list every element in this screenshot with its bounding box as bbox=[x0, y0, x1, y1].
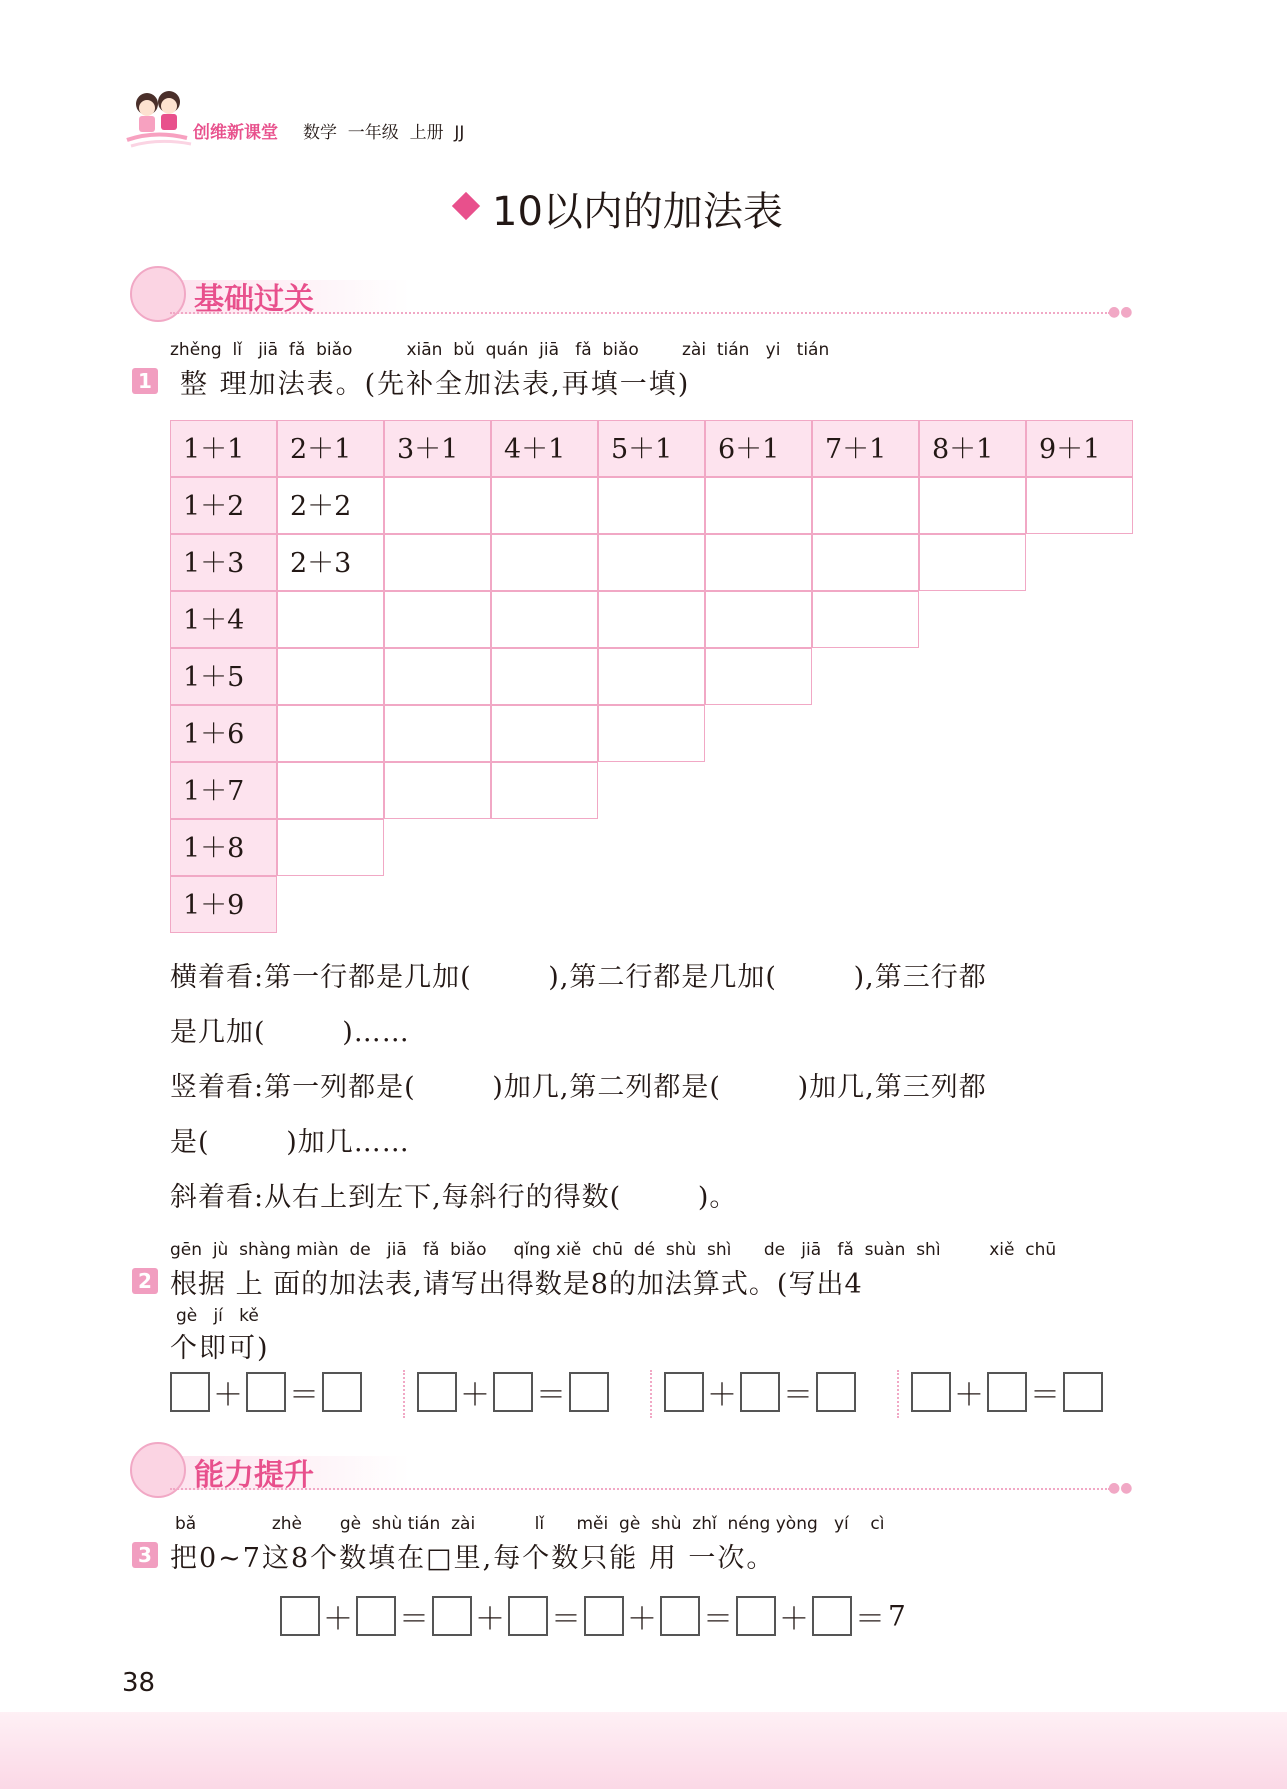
q3-pinyin: bǎ zhè gè shù tián zài lǐ měi gè shù zhǐ néng yòng yí cì bbox=[175, 1514, 885, 1534]
answer-box[interactable] bbox=[508, 1596, 548, 1636]
dots-icon: ●● bbox=[1108, 304, 1133, 320]
table-cell: 1＋4 bbox=[170, 591, 277, 648]
table-cell-blank[interactable] bbox=[277, 591, 384, 648]
q1-line-5: 斜着看:从右上到左下,每斜行的得数( )。 bbox=[170, 1182, 738, 1213]
q1-number: 1 bbox=[132, 368, 158, 394]
table-cell-blank[interactable] bbox=[491, 591, 598, 648]
operator: ＋ bbox=[475, 1602, 505, 1637]
section-basic bbox=[130, 266, 1133, 320]
table-cell-blank[interactable] bbox=[491, 477, 598, 534]
q3-equation bbox=[280, 1594, 1040, 1644]
table-cell: 1＋7 bbox=[170, 762, 277, 819]
q2-pinyin-1: gēn jù shàng miàn de jiā fǎ biǎo qǐng xiě chū dé shù shì de jiā fǎ suàn shì xiě chū bbox=[170, 1240, 1057, 1260]
lesson-title bbox=[450, 180, 870, 236]
answer-box[interactable] bbox=[417, 1372, 457, 1412]
q2-text-2: 个即可) bbox=[170, 1333, 270, 1364]
table-cell-blank[interactable] bbox=[277, 762, 384, 819]
operator: ＋ bbox=[460, 1378, 490, 1413]
table-cell-blank[interactable] bbox=[812, 534, 919, 591]
table-cell: 6＋1 bbox=[705, 420, 812, 477]
separator bbox=[403, 1370, 405, 1418]
answer-box[interactable] bbox=[812, 1596, 852, 1636]
operator: ＝ bbox=[855, 1602, 885, 1637]
answer-box[interactable] bbox=[1063, 1372, 1103, 1412]
answer-box[interactable] bbox=[816, 1372, 856, 1412]
separator bbox=[897, 1370, 899, 1418]
q1-line-2: 是几加( )…… bbox=[170, 1017, 410, 1048]
q3-text: 把0~7这8个数填在□里,每个数只能 用 一次。 bbox=[170, 1543, 776, 1574]
separator bbox=[650, 1370, 652, 1418]
table-cell: 4＋1 bbox=[491, 420, 598, 477]
operator: ＝ bbox=[1030, 1378, 1060, 1413]
result-value: 7 bbox=[888, 1599, 906, 1633]
table-cell-blank[interactable] bbox=[598, 648, 705, 705]
table-cell: 9＋1 bbox=[1026, 420, 1133, 477]
answer-box[interactable] bbox=[740, 1372, 780, 1412]
q2-text-1: 根据 上 面的加法表,请写出得数是8的加法算式。(写出4 bbox=[170, 1269, 863, 1300]
q2-pinyin-2: gè jí kě bbox=[176, 1306, 259, 1326]
q1-line-3: 竖着看:第一列都是( )加几,第二列都是( )加几,第三列都 bbox=[170, 1072, 987, 1103]
section-advanced bbox=[130, 1442, 1133, 1496]
table-cell-blank[interactable] bbox=[598, 591, 705, 648]
q1-pinyin: zhěng lǐ jiā fǎ biǎo xiān bǔ quán jiā fǎ biǎo zài tián yi tián bbox=[170, 340, 830, 360]
operator: ＋ bbox=[954, 1378, 984, 1413]
table-cell: 1＋9 bbox=[170, 876, 277, 933]
table-cell-blank[interactable] bbox=[384, 534, 491, 591]
operator: ＝ bbox=[536, 1378, 566, 1413]
operator: ＋ bbox=[779, 1602, 809, 1637]
page-number: 38 bbox=[122, 1668, 156, 1698]
page-header bbox=[125, 82, 485, 152]
operator: ＝ bbox=[399, 1602, 429, 1637]
table-cell-blank[interactable] bbox=[384, 705, 491, 762]
book-info: 数学 一年级 上册 JJ bbox=[303, 123, 465, 143]
table-cell: 7＋1 bbox=[812, 420, 919, 477]
table-cell-blank[interactable] bbox=[491, 762, 598, 819]
answer-box[interactable] bbox=[493, 1372, 533, 1412]
table-cell-blank[interactable] bbox=[812, 591, 919, 648]
table-cell-blank[interactable] bbox=[384, 591, 491, 648]
equation-group bbox=[664, 1370, 856, 1414]
table-cell: 1＋3 bbox=[170, 534, 277, 591]
table-cell-blank[interactable] bbox=[277, 705, 384, 762]
table-cell-blank[interactable] bbox=[277, 648, 384, 705]
answer-box[interactable] bbox=[584, 1596, 624, 1636]
table-cell-blank[interactable] bbox=[812, 477, 919, 534]
table-cell: 2＋2 bbox=[277, 477, 384, 534]
table-cell-blank[interactable] bbox=[919, 477, 1026, 534]
table-cell-blank[interactable] bbox=[598, 477, 705, 534]
table-cell-blank[interactable] bbox=[598, 534, 705, 591]
answer-box[interactable] bbox=[432, 1596, 472, 1636]
table-cell-blank[interactable] bbox=[598, 705, 705, 762]
table-cell: 1＋1 bbox=[170, 420, 277, 477]
q3-number: 3 bbox=[132, 1542, 158, 1568]
table-cell: 3＋1 bbox=[384, 420, 491, 477]
answer-box[interactable] bbox=[170, 1372, 210, 1412]
operator: ＋ bbox=[627, 1602, 657, 1637]
table-cell-blank[interactable] bbox=[277, 819, 384, 876]
q1-line-4: 是( )加几…… bbox=[170, 1127, 410, 1158]
operator: ＝ bbox=[703, 1602, 733, 1637]
table-cell-blank[interactable] bbox=[384, 477, 491, 534]
q1-text: 整 理加法表。(先补全加法表,再填一填) bbox=[180, 369, 691, 400]
q2-equations bbox=[170, 1370, 1140, 1420]
answer-box[interactable] bbox=[664, 1372, 704, 1412]
answer-box[interactable] bbox=[660, 1596, 700, 1636]
q1-line-1: 横着看:第一行都是几加( ),第二行都是几加( ),第三行都 bbox=[170, 962, 987, 993]
table-cell-blank[interactable] bbox=[384, 648, 491, 705]
answer-box[interactable] bbox=[280, 1596, 320, 1636]
footer-band bbox=[0, 1712, 1287, 1789]
table-cell-blank[interactable] bbox=[919, 534, 1026, 591]
answer-box[interactable] bbox=[569, 1372, 609, 1412]
table-cell: 1＋5 bbox=[170, 648, 277, 705]
table-cell: 5＋1 bbox=[598, 420, 705, 477]
answer-box[interactable] bbox=[987, 1372, 1027, 1412]
table-cell: 2＋1 bbox=[277, 420, 384, 477]
answer-box[interactable] bbox=[322, 1372, 362, 1412]
operator: ＋ bbox=[213, 1378, 243, 1413]
table-cell-blank[interactable] bbox=[705, 591, 812, 648]
table-cell: 1＋2 bbox=[170, 477, 277, 534]
answer-box[interactable] bbox=[911, 1372, 951, 1412]
operator: ＋ bbox=[323, 1602, 353, 1637]
table-cell: 8＋1 bbox=[919, 420, 1026, 477]
dots-icon: ●● bbox=[1108, 1480, 1133, 1496]
answer-box[interactable] bbox=[736, 1596, 776, 1636]
table-cell-blank[interactable] bbox=[705, 477, 812, 534]
table-cell: 1＋6 bbox=[170, 705, 277, 762]
operator: ＋ bbox=[707, 1378, 737, 1413]
operator: ＝ bbox=[551, 1602, 581, 1637]
answer-box[interactable] bbox=[246, 1372, 286, 1412]
table-cell-blank[interactable] bbox=[491, 534, 598, 591]
table-cell-blank[interactable] bbox=[1026, 477, 1133, 534]
brand-name: 创维新课堂 bbox=[193, 123, 278, 143]
operator: ＝ bbox=[783, 1378, 813, 1413]
section-title: 能力提升 bbox=[194, 1458, 314, 1493]
table-cell: 2＋3 bbox=[277, 534, 384, 591]
diamond-icon bbox=[452, 192, 480, 220]
children-logo-icon bbox=[125, 82, 195, 152]
equation-group bbox=[911, 1370, 1103, 1414]
operator: ＝ bbox=[289, 1378, 319, 1413]
table-cell-blank[interactable] bbox=[384, 762, 491, 819]
equation-group bbox=[417, 1370, 609, 1414]
q2-number: 2 bbox=[132, 1268, 158, 1294]
equation-group bbox=[170, 1370, 362, 1414]
table-cell-blank[interactable] bbox=[705, 648, 812, 705]
table-cell-blank[interactable] bbox=[491, 648, 598, 705]
answer-box[interactable] bbox=[356, 1596, 396, 1636]
table-cell: 1＋8 bbox=[170, 819, 277, 876]
section-title: 基础过关 bbox=[194, 282, 314, 317]
table-cell-blank[interactable] bbox=[491, 705, 598, 762]
title-text: 10以内的加法表 bbox=[492, 189, 783, 235]
table-cell-blank[interactable] bbox=[705, 534, 812, 591]
